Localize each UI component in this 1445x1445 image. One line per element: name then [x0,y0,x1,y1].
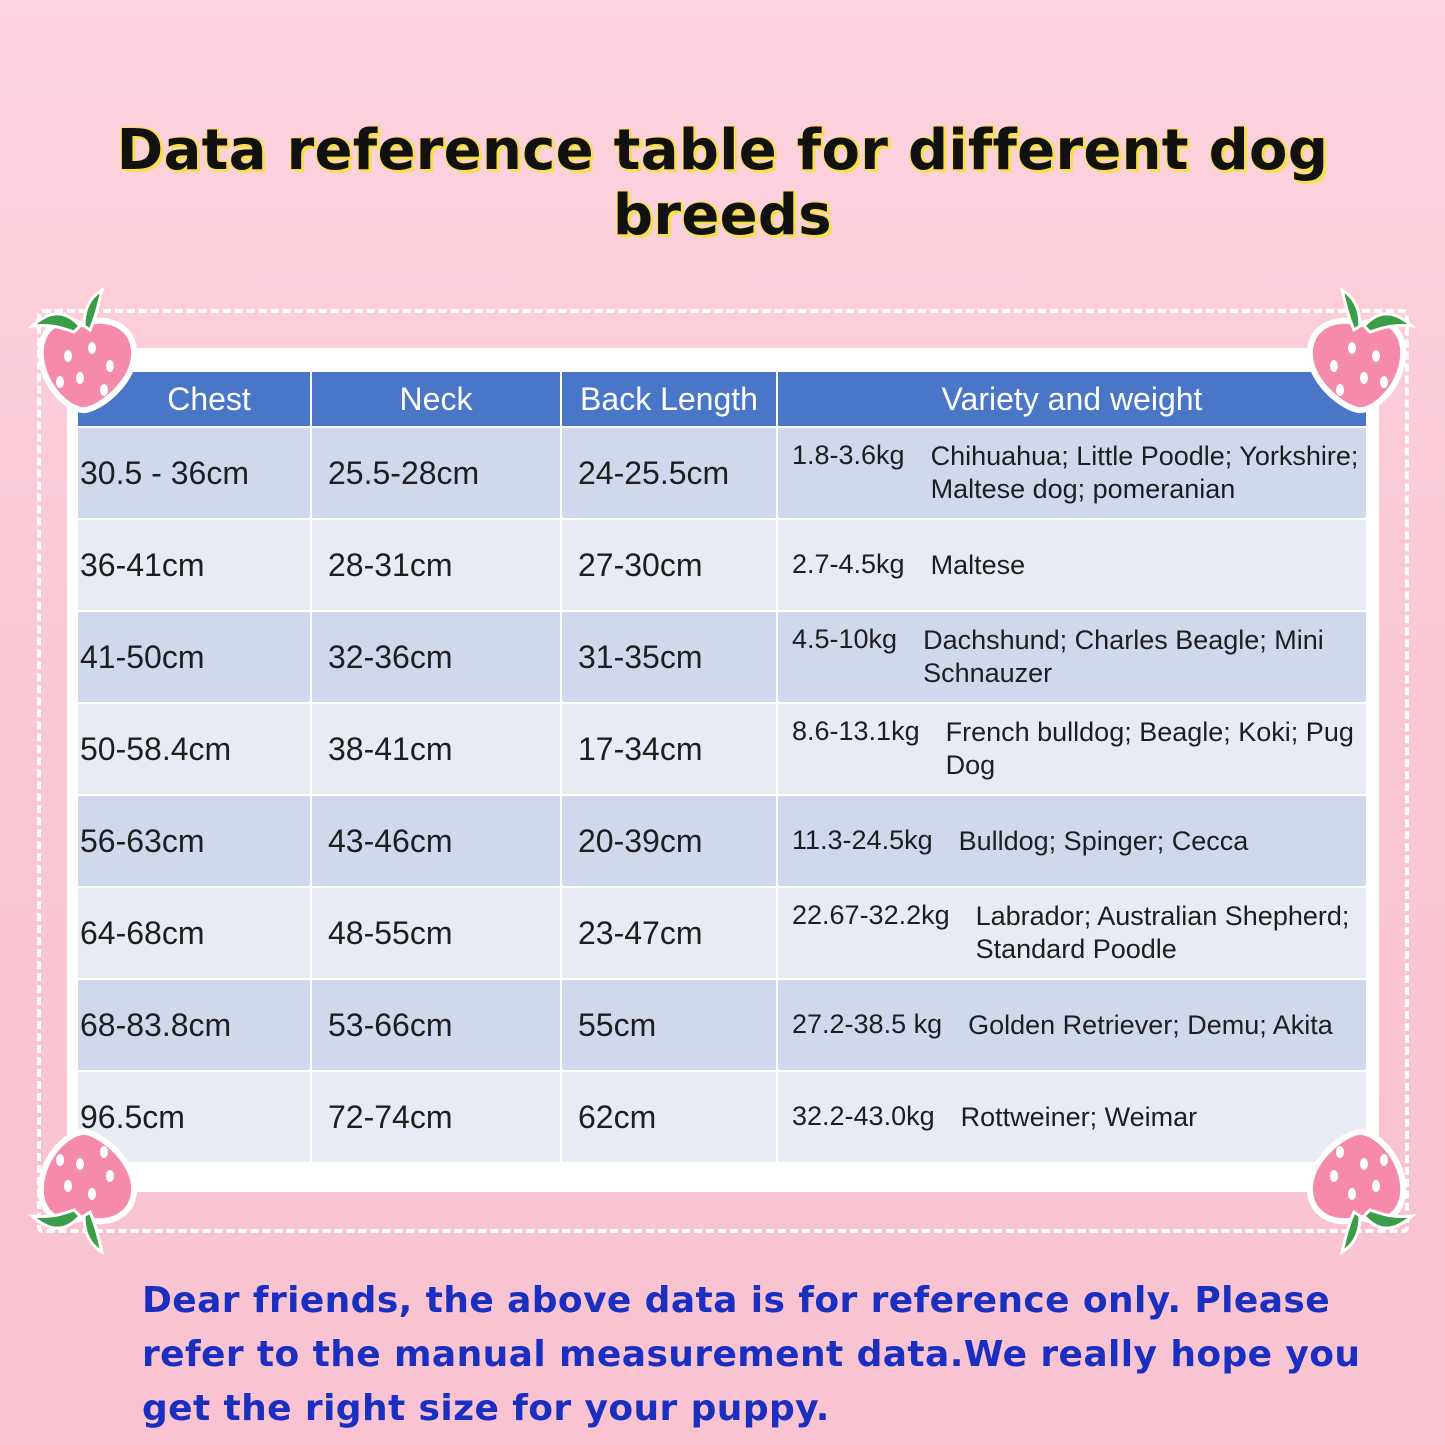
cell-back-length: 62cm [561,1071,777,1162]
cell-chest: 41-50cm [78,611,311,703]
weight-range: 11.3-24.5kg [792,824,933,855]
breed-list: Golden Retriever; Demu; Akita [968,1009,1333,1040]
cell-chest: 36-41cm [78,519,311,611]
cell-variety-weight [777,1071,1367,1162]
strawberry-icon [1302,1126,1422,1256]
cell-neck: 53-66cm [311,979,561,1071]
cell-back-length: 27-30cm [561,519,777,611]
header-back-length: Back Length [561,372,777,427]
weight-range: 8.6-13.1kg [792,716,920,747]
table-row [78,795,1367,887]
cell-back-length: 20-39cm [561,795,777,887]
weight-range: 1.8-3.6kg [792,440,905,471]
table-row [78,519,1367,611]
table-row [78,427,1367,519]
table-row [78,703,1367,795]
breed-list: Bulldog; Spinger; Cecca [958,825,1249,856]
cell-variety-weight [777,519,1367,611]
header-variety-weight: Variety and weight [777,372,1367,427]
cell-back-length: 24-25.5cm [561,427,777,519]
cell-neck: 32-36cm [311,611,561,703]
breed-list: Chihuahua; Little Poodle; Yorkshire; Maltese dog; pomeranian [930,441,1359,504]
breed-list: Labrador; Australian Shepherd; Standard Poodle [975,901,1350,964]
cell-chest: 30.5 - 36cm [78,427,311,519]
reference-note: Dear friends, the above data is for reference only. Please refer to the manual measurement data.We really hope you get the right size for your puppy. [142,1280,1361,1429]
cell-variety-weight [777,703,1367,795]
cell-variety-weight [777,887,1367,979]
weight-range: 2.7-4.5kg [792,548,905,579]
cell-chest: 68-83.8cm [78,979,311,1071]
cell-neck: 38-41cm [311,703,561,795]
table-row [78,1071,1367,1162]
cell-neck: 48-55cm [311,887,561,979]
cell-neck: 43-46cm [311,795,561,887]
cell-chest: 56-63cm [78,795,311,887]
cell-variety-weight [777,427,1367,519]
strawberry-icon [22,286,142,416]
cell-chest: 50-58.4cm [78,703,311,795]
variety-wrapper [792,825,1366,858]
table-row [78,887,1367,979]
strawberry-icon [1302,286,1422,416]
cell-back-length: 17-34cm [561,703,777,795]
variety-wrapper [792,716,1366,782]
cell-back-length: 23-47cm [561,887,777,979]
weight-range: 22.67-32.2kg [792,900,950,931]
breed-list: Rottweiner; Weimar [960,1101,1198,1132]
strawberry-icon [22,1126,142,1256]
table-row [78,611,1367,703]
cell-variety-weight [777,795,1367,887]
header-neck: Neck [311,372,561,427]
page-title: Data reference table for different dog breeds [116,118,1329,248]
table-row [78,979,1367,1071]
cell-chest: 96.5cm [78,1071,311,1162]
cell-neck: 28-31cm [311,519,561,611]
cell-back-length: 55cm [561,979,777,1071]
header-chest: Chest [78,372,311,427]
variety-wrapper [792,900,1366,966]
variety-wrapper [792,440,1366,506]
weight-range: 32.2-43.0kg [792,1100,935,1131]
cell-variety-weight [777,979,1367,1071]
variety-wrapper [792,1101,1366,1134]
cell-chest: 64-68cm [78,887,311,979]
table-header-row [78,372,1367,427]
breed-list: Maltese [930,549,1026,580]
weight-range: 27.2-38.5 kg [792,1008,943,1039]
variety-wrapper [792,624,1366,690]
cell-neck: 25.5-28cm [311,427,561,519]
variety-wrapper [792,1009,1366,1042]
size-table [78,372,1368,1162]
cell-variety-weight [777,611,1367,703]
cell-neck: 72-74cm [311,1071,561,1162]
weight-range: 4.5-10kg [792,624,898,655]
breed-list: Dachshund; Charles Beagle; Mini Schnauzer [923,625,1324,688]
variety-wrapper [792,549,1366,582]
breed-list: French bulldog; Beagle; Koki; Pug Dog [945,717,1354,780]
cell-back-length: 31-35cm [561,611,777,703]
